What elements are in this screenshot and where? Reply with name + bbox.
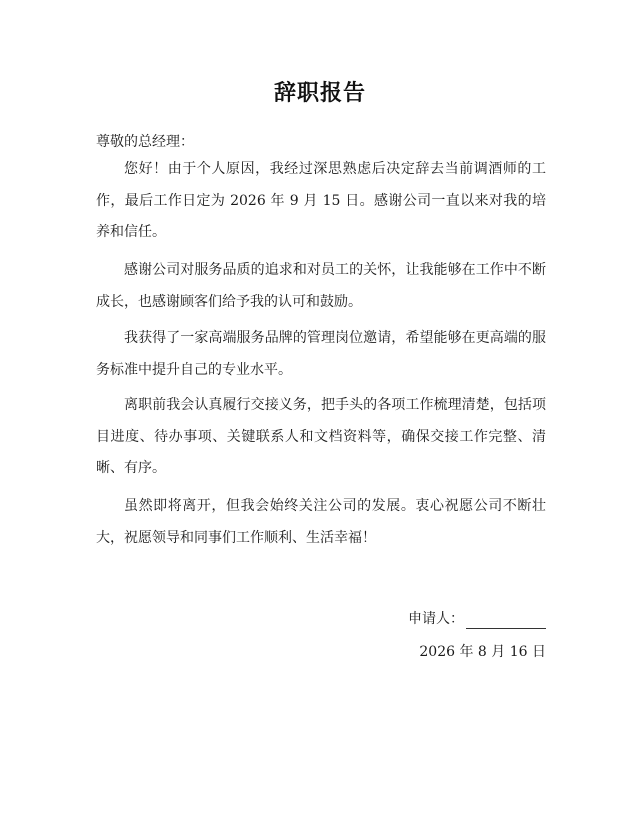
signature-line [466, 614, 546, 629]
paragraph-5: 虽然即将离开，但我会始终关注公司的发展。衷心祝愿公司不断壮大，祝愿领导和同事们工作顺利、生活幸福！ [96, 498, 546, 546]
paragraph-2: 感谢公司对服务品质的追求和对员工的关怀，让我能够在工作中不断成长，也感谢顾客们给予我的认可和鼓励。 [96, 262, 546, 310]
signature-block [408, 609, 546, 629]
document-date: 2026 年 8 月 16 日 [419, 644, 546, 660]
applicant-label: 申请人： [408, 611, 464, 627]
document-title: 辞职报告 [273, 81, 366, 106]
paragraph-3: 我获得了一家高端服务品牌的管理岗位邀请，希望能够在更高端的服务标准中提升自己的专业水平。 [96, 330, 546, 378]
paragraph-4: 离职前我会认真履行交接义务，把手头的各项工作梳理清楚，包括项目进度、待办事项、关键联系人和文档资料等，确保交接工作完整、清晰、有序。 [96, 397, 546, 476]
salutation: 尊敬的总经理： [96, 134, 194, 150]
paragraph-1: 您好！由于个人原因，我经过深思熟虑后决定辞去当前调酒师的工作，最后工作日定为 2026 年 9 月 15 日。感谢公司一直以来对我的培养和信任。 [96, 161, 546, 240]
